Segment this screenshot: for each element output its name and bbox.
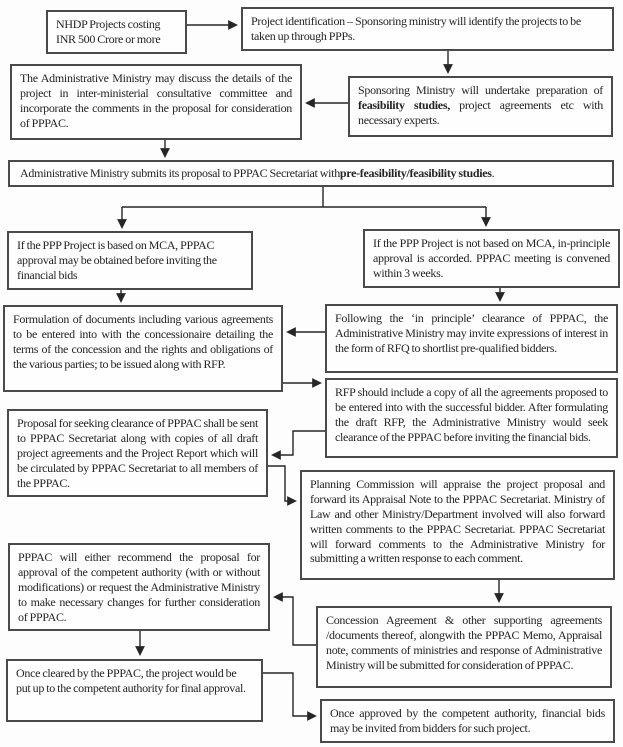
node-label: Project identification – Sponsoring ministry will identify the projects to be taken up through PPPs. [251,14,581,43]
node-label: PPPAC will either recommend the proposal for approval of the competent authority (with or without modifications) or request the Administrative Ministry to make necessary changes for further consideration of PPPAC. [18,550,260,624]
node-label: Formulation of documents including various agreements to be entered into with the concessionaire detailing the terms of the concession and the rights and obligations of the various parties; to be issued along with RFP. [13,312,273,371]
node-pppac-recommendation [8,543,270,631]
node-document-formulation [3,305,283,392]
node-interministerial-discussion [10,64,302,140]
node-concession-agreement-submission [316,606,612,688]
node-label: If the PPP Project is based on MCA, PPPAC approval may be obtained before inviting the financial bids [17,238,217,282]
node-label: Planning Commission will appraise the project proposal and forward its Appraisal Note to the PPPAC Secretariat. Ministry of Law and other Ministry/Department involved will also forward written comments to the PPPAC Secretariat. PPPAC Secretariat will forward comments to the Administrative Ministry for submitting a written response to each comment. [310,477,605,566]
node-label-post: . [491,166,495,181]
arrow-n11-n10 [273,431,325,455]
node-mca-based [7,231,253,290]
node-label-bold: pre-feasibility/feasibility studies [339,166,492,181]
node-label-pre: Sponsoring Ministry will undertake preparation of [358,83,603,97]
node-proposal-submission [8,160,614,187]
node-label: RFP should include a copy of all the agreements proposed to be entered into with the successful bidder. After formulating the draft RFP, the Administrative Ministry would seek clearance of the PPPAC before inviting the financial bids. [335,385,608,444]
node-label-bold: feasibility studies, [358,97,450,112]
node-feasibility-studies-preparation [348,76,613,137]
node-label: Following the ‘in principle’ clearance of PPPAC, the Administrative Ministry may invite expressions of interest in the form of RFQ to shortlist pre-qualified bidders. [335,311,608,355]
node-label: If the PPP Project is not based on MCA, in-principle approval is accorded. PPPAC meeting is convened within 3 weeks. [373,236,610,280]
node-label: Concession Agreement & other supporting agreements /documents thereof, alongwith the PPPAC Memo, Appraisal note, comments of ministries and response of Administrative Ministry will be submitted for consideration of PPPAC. [326,613,602,672]
node-rfq-eoi [325,304,618,373]
arrow-n15-n16 [263,673,315,716]
node-financial-bids [320,699,615,743]
arrow-n10-n12 [268,466,295,501]
node-not-mca-based [363,229,620,288]
node-label-post: project agreements etc with necessary experts. [358,97,603,127]
node-label: NHDP Projects costing INR 500 Crore or more [56,17,161,46]
node-label-pre: Administrative Ministry submits its proposal to PPPAC Secretariat with [20,166,340,181]
node-label: Once approved by the competent authority, financial bids may be invited from bidders for such project. [330,706,605,735]
arrow-n14-n13 [275,597,316,645]
node-pppac-clearance-proposal [7,409,268,497]
node-final-approval [6,659,263,722]
node-rfp-contents [325,378,618,458]
node-label: Once cleared by the PPPAC, the project would be put up to the competent authority for final approval. [16,666,246,695]
node-planning-commission-appraisal [300,470,615,580]
node-label: Proposal for seeking clearance of PPPAC shall be sent to PPPAC Secretariat along with copies of all draft project agreements and the Project Report which will be circulated by PPPAC Secretariat to all members of the PPPAC. [17,416,258,490]
node-project-identification [241,7,614,51]
node-label: The Administrative Ministry may discuss the details of the project in inter-ministerial consultative committee and incorporate the comments in the proposal for consideration of PPPAC. [20,71,292,130]
node-nhdp-projects [46,10,187,54]
